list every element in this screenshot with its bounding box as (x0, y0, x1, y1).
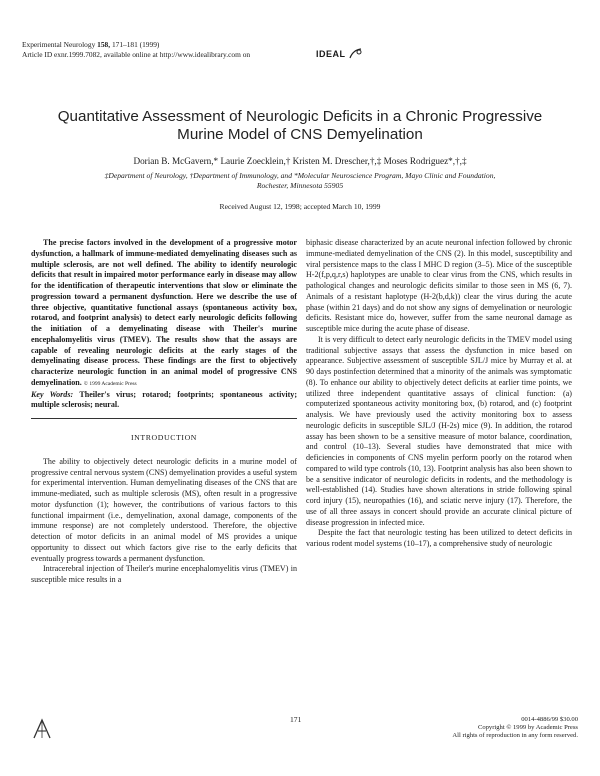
publisher-seal-icon (32, 718, 52, 740)
body-paragraph-1: biphasic disease characterized by an acute neuronal infection followed by chronic immune-mediated demyelination of the CNS (2). In this model, susceptibility and viral persistence maps to the class I MHC D region (3–5). Mice of the susceptible H-2(f,p,q,r,s) haplotypes are unable to clear virus from the CNS, which results in pathological changes and neurologic deficits similar to those seen in MS (6, 7). Animals of a resistant haplotype (H-2(b,d,k)) clear the virus during the acute phase (within 21 days) and do not show any signs of demyelination or neurologic deficits. Resistant mice do, however, suffer from the same neuronal damage as susceptible mice during the acute phase of disease. (306, 238, 572, 333)
section-heading-introduction: INTRODUCTION (130, 433, 198, 442)
body-paragraph-3: Despite the fact that neurologic testing has been utilized to detect deficits in various rodent model systems (10–17), a comprehensive study of neurologic (306, 528, 572, 548)
citation-line (22, 40, 250, 50)
journal-pages-year: 171–181 (1999) (111, 40, 160, 49)
abstract-copyright: © 1999 Academic Press (83, 380, 137, 387)
issn-price: 0014-4886/99 $30.00 (521, 716, 578, 723)
page-number: 171 (290, 715, 302, 724)
rights-line: All rights of reproduction in any form reserved. (452, 732, 578, 739)
title-line-2: Murine Model of CNS Demyelination (177, 126, 423, 143)
journal-header (22, 40, 250, 60)
authors: Dorian B. McGavern,* Laurie Zoecklein,† Kristen M. Drescher,†,‡ Moses Rodriguez*,†,‡ (133, 156, 467, 166)
ideal-logo-text: IDEAL (316, 49, 346, 59)
right-column (306, 238, 572, 550)
ideal-logo-mark-icon (349, 48, 363, 60)
copyright-footer (452, 716, 578, 740)
abstract (31, 238, 297, 390)
title-line-1: Quantitative Assessment of Neurologic Deficits in a Chronic Progressive (57, 108, 543, 125)
ideal-logo (316, 48, 363, 60)
keywords (31, 390, 297, 412)
body-paragraph-2: It is very difficult to detect early neurologic deficits in the TMEV model using traditional subjective assays that assess the dysfunction in mice based on appearance. Subjective assessment of susceptible SJL/J mice by Murray et al. at 90 days postinfection determined that a minority of the animals was symptomatic (8). To enhance our ability to objectively detect deficits at earlier time points, we utilized three independent quantitative assays of clinical function: (a) computerized spontaneous activity monitoring box, (b) rotarod, and (c) footprint analysis. We have previously used the activity monitoring box to assess neurologic deficits in susceptible SJL/J (H-2s) mice (9). In addition, the rotarod assay has been shown to be a sensitive measure of motor balance, coordination, and control (10–13). Several studies have demonstrated that mice with deficiencies in components of CNS myelin perform poorly on the rotarod when compared to wild type controls (10, 13). Footprint analysis has also been shown to be a sensitive indicator of neurologic deficits in rodents, and the methodology is well-established (14). Studies have shown alterations in stride following spinal cord injury (15), neuropathies (16), and sciatic nerve injury (17). Therefore, the use of all three assays in concert should provide an accurate clinical picture of disease progression in infected mice. (306, 334, 572, 527)
journal-volume: 158, (97, 40, 111, 49)
abstract-divider (31, 418, 297, 419)
article-id-line: Article ID exnr.1999.7082, available online at http://www.idealibrary.com on (22, 50, 251, 59)
intro-paragraph-2: Intracerebral injection of Theiler's murine encephalomyelitis virus (TMEV) in susceptible mice results in a (31, 564, 297, 584)
keywords-label: Key Words: (31, 389, 74, 399)
keywords-text: Theiler's virus; rotarod; footprints; spontaneous activity; multiple sclerosis; neural. (31, 389, 297, 410)
left-column (31, 238, 297, 586)
affiliations (60, 171, 540, 191)
affiliation-line-2: Rochester, Minnesota 55905 (256, 181, 344, 190)
journal-name: Experimental Neurology (22, 40, 96, 49)
affiliation-line-1: ‡Department of Neurology, †Department of Immunology, and *Molecular Neuroscience Program, Mayo Clinic and Foundation, (104, 171, 496, 180)
intro-paragraph-1: The ability to objectively detect neurologic deficits in a murine model of progressive central nervous system (CNS) demyelination provides a useful system for experimental intervention. Human demyelinating diseases of the CNS that are immune-mediated, such as multiple sclerosis (MS), often result in a progressive motor dysfunction (1); however, the contributions of various factors to this functional impairment (i.e., demyelination, axonal damage, components of the immune response) are not completely understood. Therefore, the objective detection of motor deficits in an animal model of MS provides a unique opportunity to dissect out which factors give rise to the early deficits that eventually progress towards a permanent dysfunction. (31, 456, 297, 563)
received-dates: Received August 12, 1998; accepted March 10, 1999 (219, 202, 381, 211)
copyright-line: Copyright © 1999 by Academic Press (477, 724, 578, 731)
abstract-text: The precise factors involved in the development of a progressive motor dysfunction, a hallmark of immune-mediated demyelinating diseases such as multiple sclerosis, are not well defined. The ability to identify neurologic deficits that result in impaired motor performance early in disease may allow for the identification of therapeutic interventions that slow or eliminate the progression toward a permanent dysfunction. Here we describe the use of three objective, quantitative functional assays (spontaneous activity box, rotarod, and footprint analysis) to detect early neurologic deficits following the initiation of a demyelinating disease with Theiler's murine encephalomyelitis virus (TMEV). The results show that the assays are capable of revealing neurologic deficits at the early stages of the demyelinating disease process. These findings are the first to objectively characterize neurologic function in an animal model of progressive CNS demyelination. (31, 238, 297, 387)
article-title (20, 108, 580, 144)
